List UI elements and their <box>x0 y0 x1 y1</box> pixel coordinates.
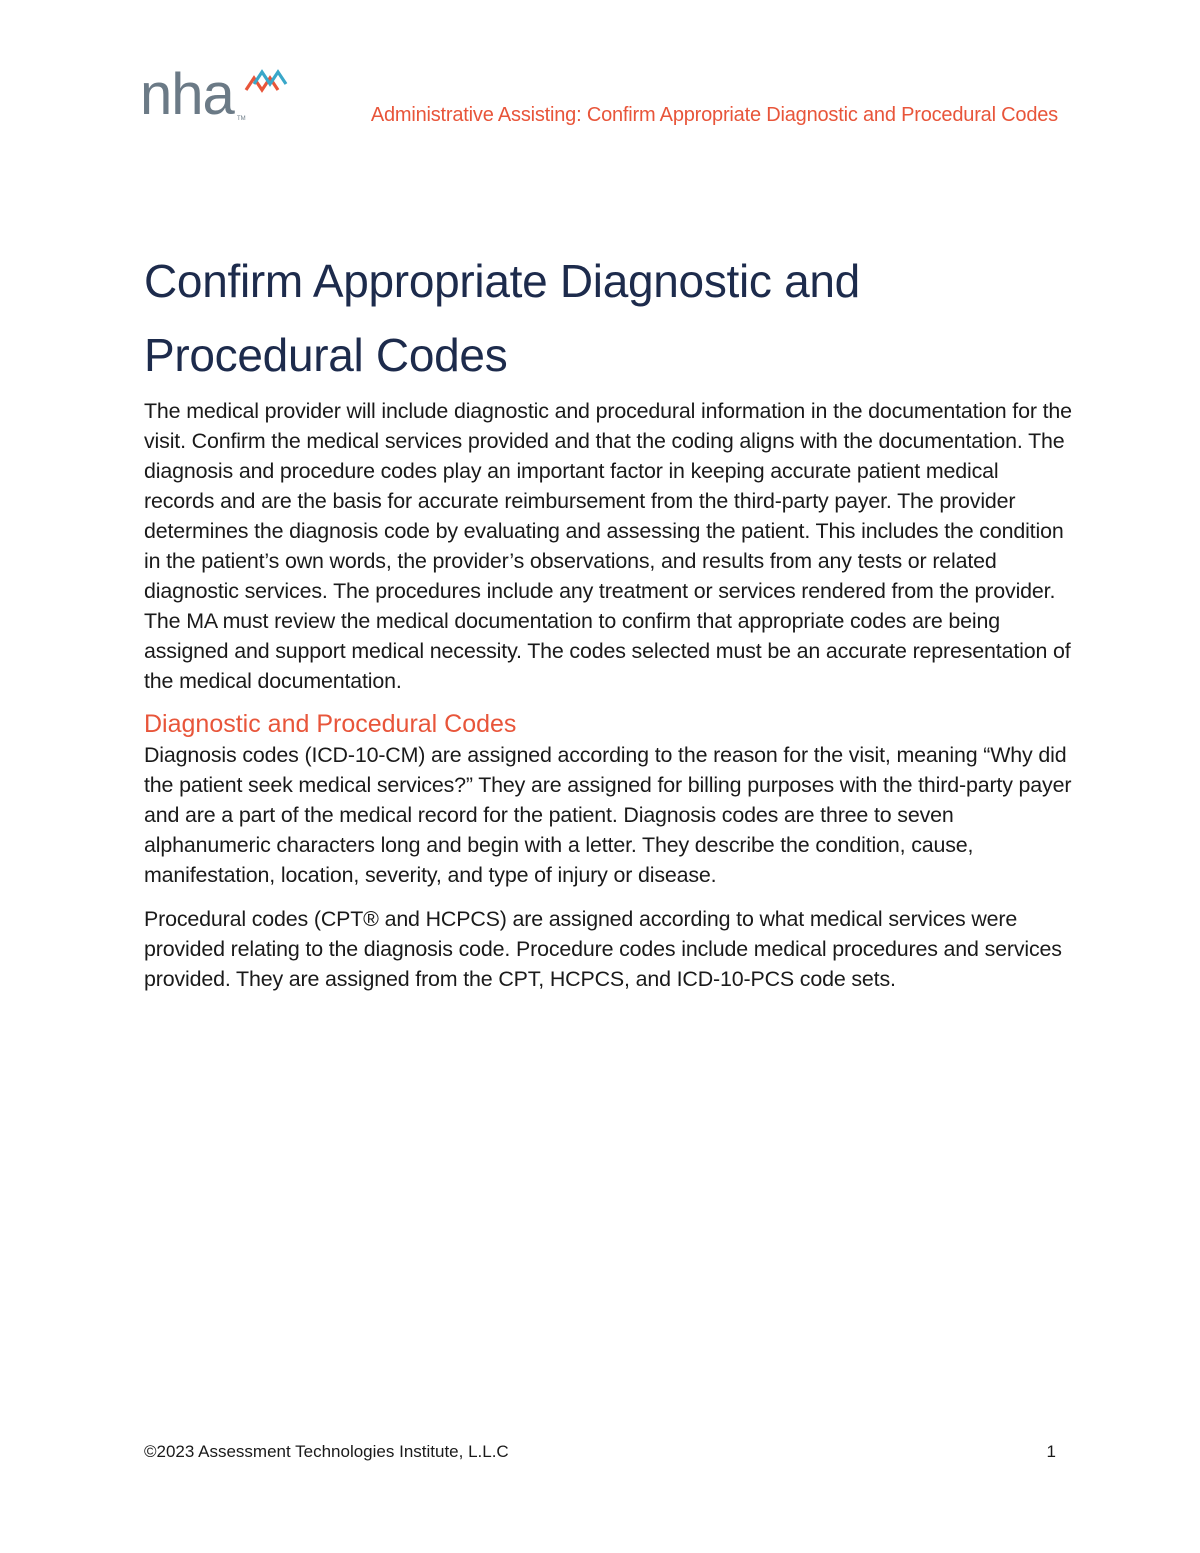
logo-trademark: TM <box>237 116 246 122</box>
page-number: 1 <box>1046 1442 1056 1461</box>
nha-logo <box>140 62 290 127</box>
page-title: Confirm Appropriate Diagnostic and Procedural Codes <box>144 255 860 381</box>
diagnosis-codes-paragraph: Diagnosis codes (ICD-10-CM) are assigned according to the reason for the visit, meaning “Why did the patient seek medical services?” They are assigned for billing purposes with the third-party payer and are a part of the medical record for the patient. Diagnosis codes are three to seven alphanumeric characters long and begin with a letter. They describe the condition, cause, manifestation, location, severity, and type of injury or disease. <box>144 743 1072 887</box>
procedural-codes-paragraph: Procedural codes (CPT® and HCPCS) are assigned according to what medical services were provided relating to the diagnosis code. Procedure codes include medical procedures and services provided. They are assigned from the CPT, HCPCS, and ICD-10-PCS code sets. <box>144 907 1062 991</box>
document-body <box>144 396 1074 994</box>
section-heading: Diagnostic and Procedural Codes <box>144 710 517 738</box>
footer-copyright: ©2023 Assessment Technologies Institute, L.L.C <box>144 1442 509 1461</box>
logo-zigzag-icon <box>240 66 288 100</box>
logo-wordmark: nha <box>140 62 234 127</box>
intro-paragraph: The medical provider will include diagnostic and procedural information in the documentation for the visit. Confirm the medical services provided and that the coding aligns with the documentation. The diagnosis and procedure codes play an important factor in keeping accurate patient medical records and are the basis for accurate reimbursement from the third-party payer. The provider determines the diagnosis code by evaluating and assessing the patient. This includes the condition in the patient’s own words, the provider’s observations, and results from any tests or related diagnostic services. The procedures include any treatment or services rendered from the provider. The MA must review the medical documentation to confirm that appropriate codes are being assigned and support medical necessity. The codes selected must be an accurate representation of the medical documentation. <box>144 399 1072 693</box>
running-header-title: Administrative Assisting: Confirm Appropriate Diagnostic and Procedural Codes <box>370 104 1058 126</box>
